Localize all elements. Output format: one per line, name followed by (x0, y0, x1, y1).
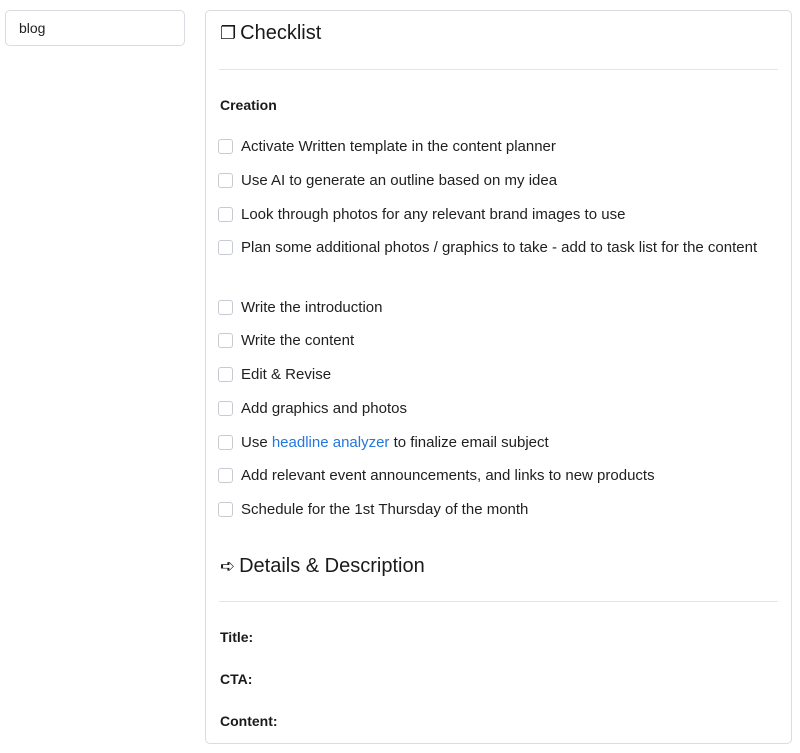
checkbox[interactable] (218, 435, 233, 450)
checklist-item[interactable] (218, 168, 778, 194)
checklist-item-text-pre: Use (241, 434, 272, 451)
checklist-item[interactable] (218, 396, 778, 422)
checklist-item[interactable] (218, 328, 778, 354)
checklist-item[interactable] (218, 430, 778, 456)
details-divider (219, 601, 778, 602)
checklist-item-label: Look through photos for any relevant brand images to use (241, 206, 626, 223)
checklist-item-label (241, 430, 778, 456)
checklist-square-icon: ❐ (220, 23, 237, 43)
tag-field-value: blog (19, 20, 46, 36)
checkbox[interactable] (218, 401, 233, 416)
checklist-item-label: Write the content (241, 332, 355, 349)
checkbox[interactable] (218, 502, 233, 517)
content-panel (205, 10, 792, 744)
checklist-item-label: Edit & Revise (241, 366, 332, 383)
field-label-title: Title: (220, 629, 254, 645)
checklist-item[interactable] (218, 134, 778, 160)
checklist-item-label: Plan some additional photos / graphics to take - add to task list for the content (241, 239, 758, 256)
section-label-creation: Creation (220, 97, 277, 113)
checklist-divider (219, 69, 778, 70)
checklist-item-label: Add graphics and photos (241, 400, 407, 417)
field-label-cta: CTA: (220, 671, 253, 687)
headline-analyzer-link[interactable]: headline analyzer (271, 434, 390, 451)
field-label-content: Content: (220, 713, 278, 729)
checklist-item-label: Write the introduction (241, 299, 383, 316)
checklist-item-label: Activate Written template in the content planner (241, 138, 556, 155)
details-heading (220, 555, 425, 578)
details-title: Details & Description (239, 555, 425, 577)
checkbox[interactable] (218, 240, 233, 255)
checklist-item[interactable] (218, 202, 778, 228)
checkbox[interactable] (218, 139, 233, 154)
checklist-item[interactable] (218, 295, 778, 321)
checkbox[interactable] (218, 300, 233, 315)
checklist-item[interactable] (218, 463, 778, 489)
checklist-item[interactable] (218, 497, 778, 523)
checklist-item[interactable] (218, 235, 778, 261)
checkbox[interactable] (218, 468, 233, 483)
tag-field[interactable] (5, 10, 185, 46)
checkbox[interactable] (218, 173, 233, 188)
checklist-item-text-post: to finalize email subject (389, 434, 549, 451)
arrow-right-icon: ➪ (220, 556, 236, 576)
checklist-item-label: Use AI to generate an outline based on my idea (241, 172, 558, 189)
checklist-item-label: Add relevant event announcements, and links to new products (241, 467, 655, 484)
checklist-heading (220, 22, 321, 45)
checklist-item[interactable] (218, 362, 778, 388)
checklist-title: Checklist (240, 22, 322, 44)
checkbox[interactable] (218, 367, 233, 382)
checkbox[interactable] (218, 333, 233, 348)
checklist-item-label: Schedule for the 1st Thursday of the month (241, 501, 529, 518)
checkbox[interactable] (218, 207, 233, 222)
